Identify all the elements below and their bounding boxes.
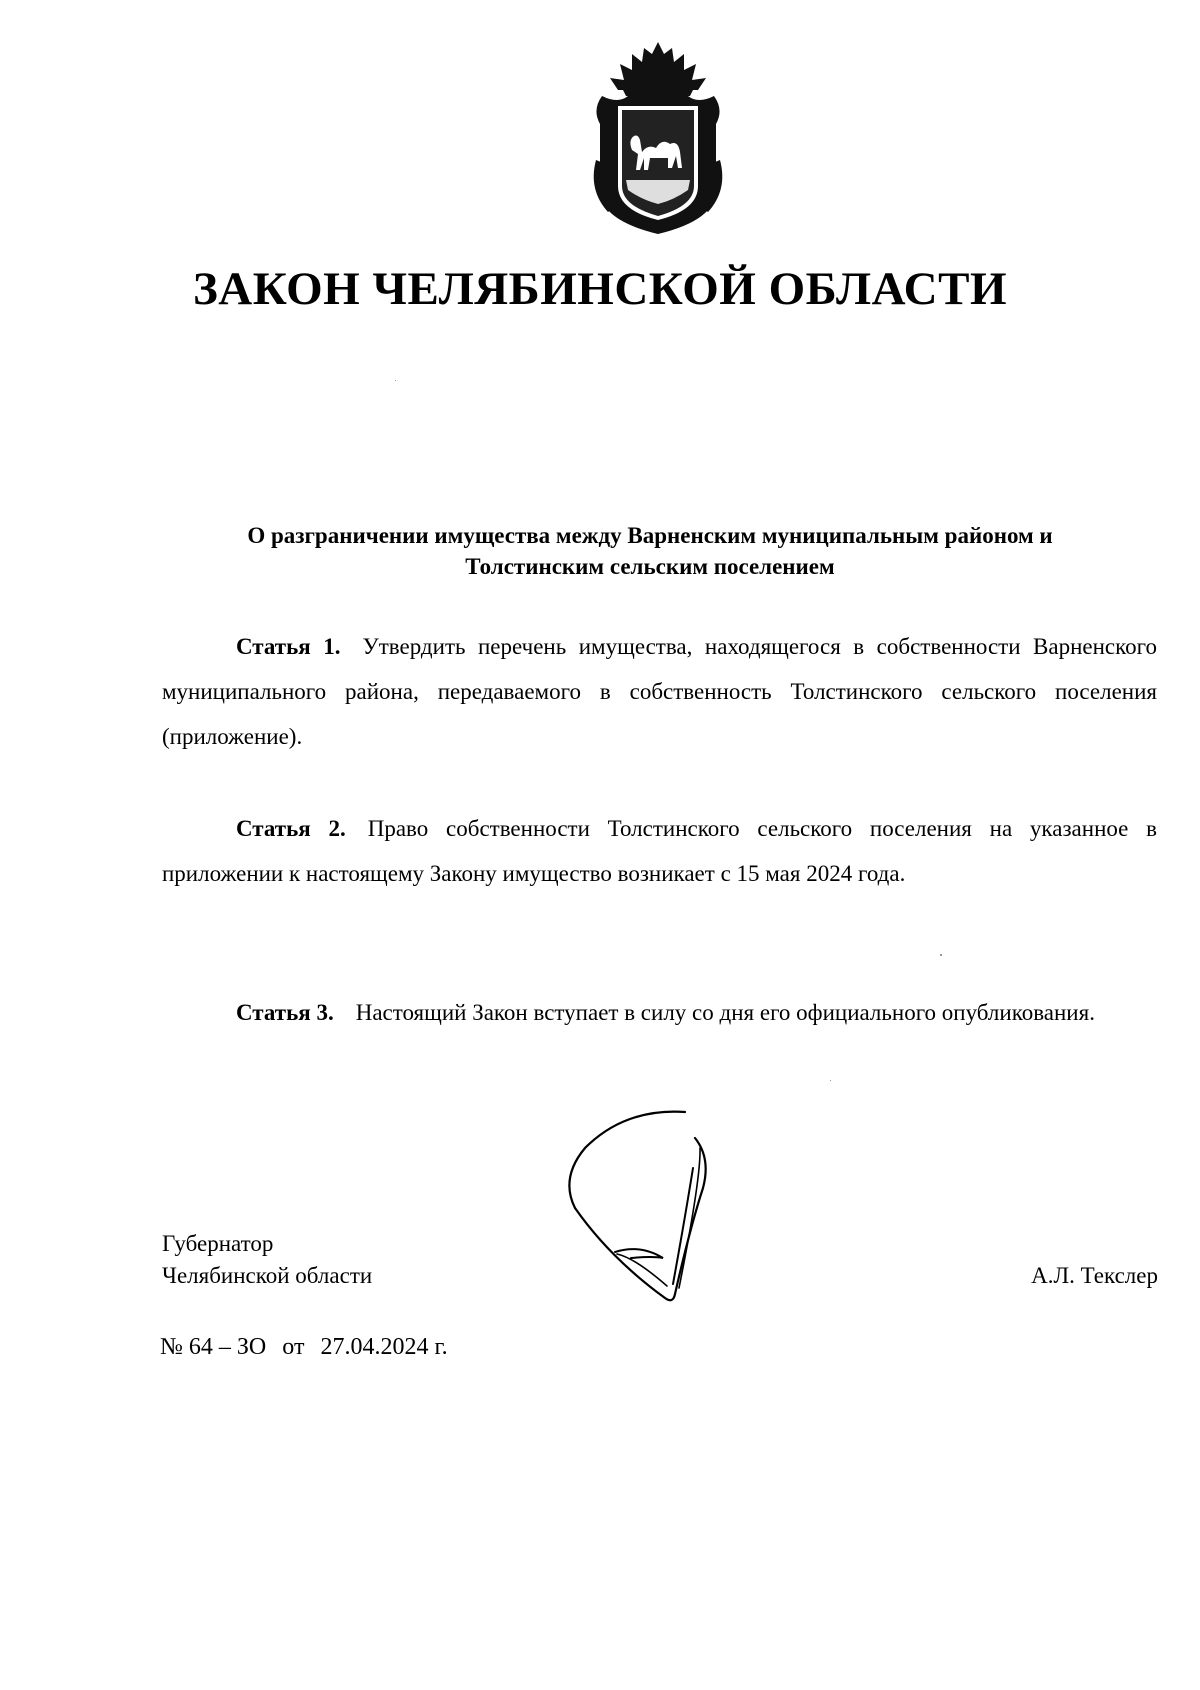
handwritten-signature xyxy=(555,1108,775,1308)
article-3-label: Статья 3. xyxy=(236,1000,334,1025)
law-subject-line-1: О разграничении имущества между Варненским муниципальным районом и xyxy=(247,523,1053,548)
law-from-word: от xyxy=(282,1334,305,1360)
article-2-label: Статья 2. xyxy=(236,816,346,841)
scan-speck xyxy=(830,1080,831,1081)
law-subject-line-2: Толстинским сельским поселением xyxy=(465,554,835,579)
signatory-position-line-2: Челябинской области xyxy=(162,1263,373,1288)
article-3 xyxy=(162,990,1157,1035)
scan-speck xyxy=(395,380,396,381)
law-subject xyxy=(180,520,1120,582)
article-1-label: Статья 1. xyxy=(236,634,341,659)
law-registration xyxy=(160,1334,458,1361)
coat-of-arms-icon xyxy=(578,40,738,236)
law-number: № 64 – ЗО xyxy=(160,1334,267,1360)
article-3-text: Настоящий Закон вступает в силу со дня его официального опубликования. xyxy=(355,1000,1095,1025)
scan-speck xyxy=(940,954,942,956)
article-1-text: Утвердить перечень имущества, находящегося в собственности Варненского муниципального района, передаваемого в собственность Толстинского сельского поселения (приложение). xyxy=(162,634,1157,749)
signatory-name: А.Л. Текслер xyxy=(1031,1263,1158,1288)
law-title: ЗАКОН ЧЕЛЯБИНСКОЙ ОБЛАСТИ xyxy=(192,263,1008,315)
article-1 xyxy=(162,624,1157,759)
signatory-position-line-1: Губернатор xyxy=(162,1231,274,1256)
law-date: 27.04.2024 г. xyxy=(320,1334,448,1360)
signatory-position xyxy=(162,1228,372,1292)
article-2 xyxy=(162,806,1157,896)
article-2-text: Право собственности Толстинского сельского поселения на указанное в приложении к настоящему Закону имущество возникает с 15 мая 2024 года. xyxy=(162,816,1158,886)
